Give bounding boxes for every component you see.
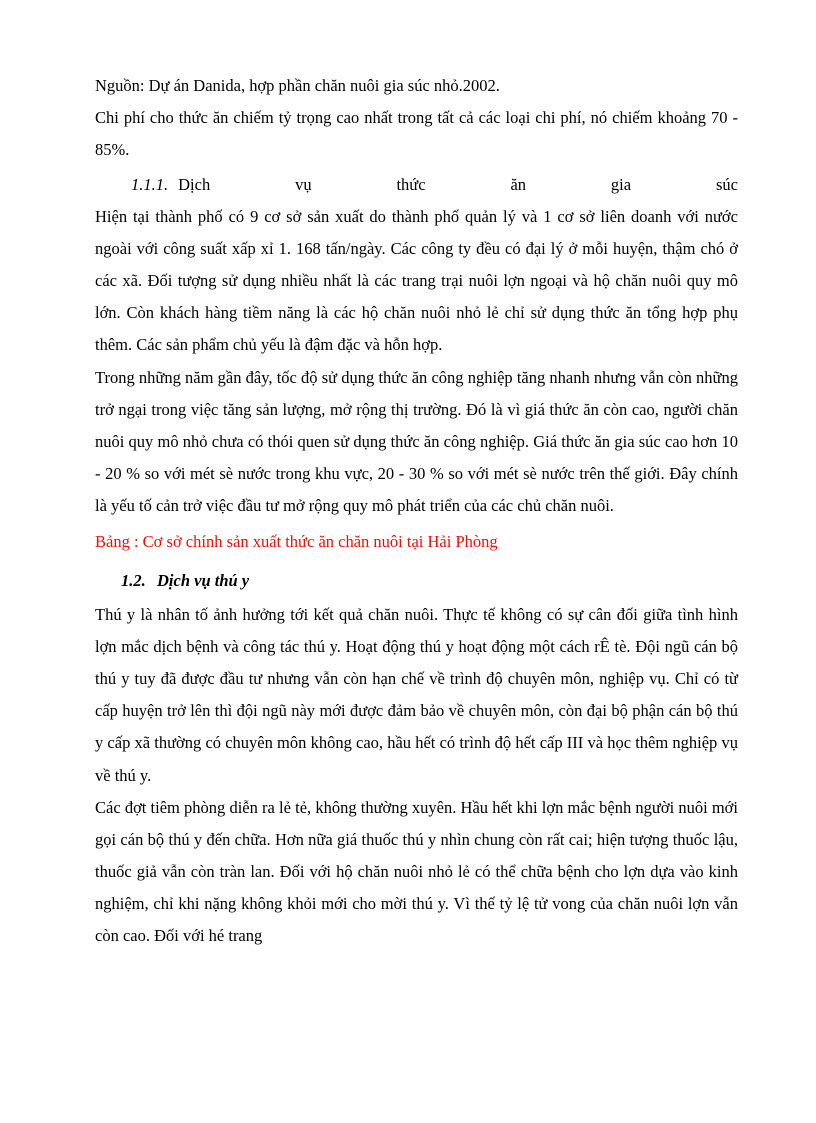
paragraph-feed-services-2: Trong những năm gần đây, tốc độ sử dụng thức ăn công nghiệp tăng nhanh nhưng vẫn còn những trở ngại trong việc tăng sản lượng, mở rộng thị trường. Đó là vì giá thức ăn còn cao, người chăn nuôi quy mô nhỏ chưa có thói quen sử dụng thức ăn công nghiệp. Giá thức ăn gia súc cao hơn 10 - 20 % so với mét sè nước trong khu vực, 20 - 30 % so với mét sè nước trên thế giới. Đây chính là yếu tố cản trở việc đầu tư mở rộng quy mô phát triển của các chủ chăn nuôi. (95, 367, 738, 516)
heading-word-3: thức (396, 174, 426, 194)
heading-1-2-number: 1.2. (121, 570, 146, 590)
source-note: Nguồn: Dự án Danida, hợp phần chăn nuôi gia súc nhỏ.2002. (95, 76, 500, 95)
heading-word-5: gia (610, 174, 632, 194)
document-body (95, 70, 738, 953)
heading-1-2-title: Dịch vụ thú y (157, 570, 250, 590)
heading-word-2: vụ (295, 174, 312, 194)
paragraph-vet-1: Thú y là nhân tố ảnh hưởng tới kết quả chăn nuôi. Thực tế không có sự cân đối giữa tình hình lợn mắc dịch bệnh và công tác thú y. Hoạt động thú y hoạt động một cách rÊ tè. Đội ngũ cán bộ thú y tuy đã được đầu tư nhưng vẫn còn hạn chế về trình độ chuyên môn, nghiệp vụ. Chỉ có từ cấp huyện trở lên thì đội ngũ này mới được đảm bảo về chuyên môn, còn đại bộ phận cán bộ thú y cấp xã thường có chuyên môn không cao, hầu hết có trình độ hết cấp III và học thêm nghiệp vụ về thú y. (95, 604, 738, 785)
heading-1-1-1-number: 1.1.1. (131, 174, 169, 194)
heading-1-2 (95, 565, 738, 597)
heading-word-1: Dịch (178, 174, 211, 194)
paragraph-vet-2: Các đợt tiêm phòng diễn ra lẻ tẻ, không thường xuyên. Hầu hết khi lợn mắc bệnh người nuôi mới gọi cán bộ thú y đến chữa. Hơn nữa giá thuốc thú y nhìn chung còn rất cai; hiện tượng thuốc lậu, thuốc giả vẫn còn tràn lan. Đối với hộ chăn nuôi nhỏ lẻ có thể chữa bệnh cho lợn dựa vào kinh nghiệm, chỉ khi nặng không khỏi mới cho mời thú y. Vì thế tỷ lệ tử vong của chăn nuôi lợn vẫn còn cao. Đối với hé trang (95, 797, 738, 946)
heading-word-6: súc (715, 174, 738, 194)
heading-1-1-1-text (178, 169, 738, 201)
table-caption: Bảng : Cơ sở chính sản xuất thức ăn chăn nuôi tại Hải Phòng (95, 532, 498, 552)
paragraph-feed-cost: Chi phí cho thức ăn chiếm tỷ trọng cao nhất trong tất cả các loại chi phí, nó chiếm khoảng 70 - 85%. (95, 108, 738, 160)
heading-word-4: ăn (510, 174, 527, 194)
paragraph-feed-services-1: Hiện tại thành phố có 9 cơ sở sản xuất do thành phố quản lý và 1 cơ sở liên doanh với nước ngoài với công suất xấp xỉ 1. 168 tấn/ngày. Các công ty đều có đại lý ở mỗi huyện, thậm chó ở các xã. Đối tượng sử dụng nhiều nhất là các trang trại nuôi lợn ngoại và hộ chăn nuôi quy mô lớn. Còn khách hàng tiềm năng là các hộ chăn nuôi nhỏ lẻ chỉ sử dụng thức ăn tổng hợp phụ thêm. Các sản phẩm chủ yếu là đậm đặc và hỗn hợp. (95, 206, 738, 355)
heading-1-1-1 (95, 169, 738, 201)
